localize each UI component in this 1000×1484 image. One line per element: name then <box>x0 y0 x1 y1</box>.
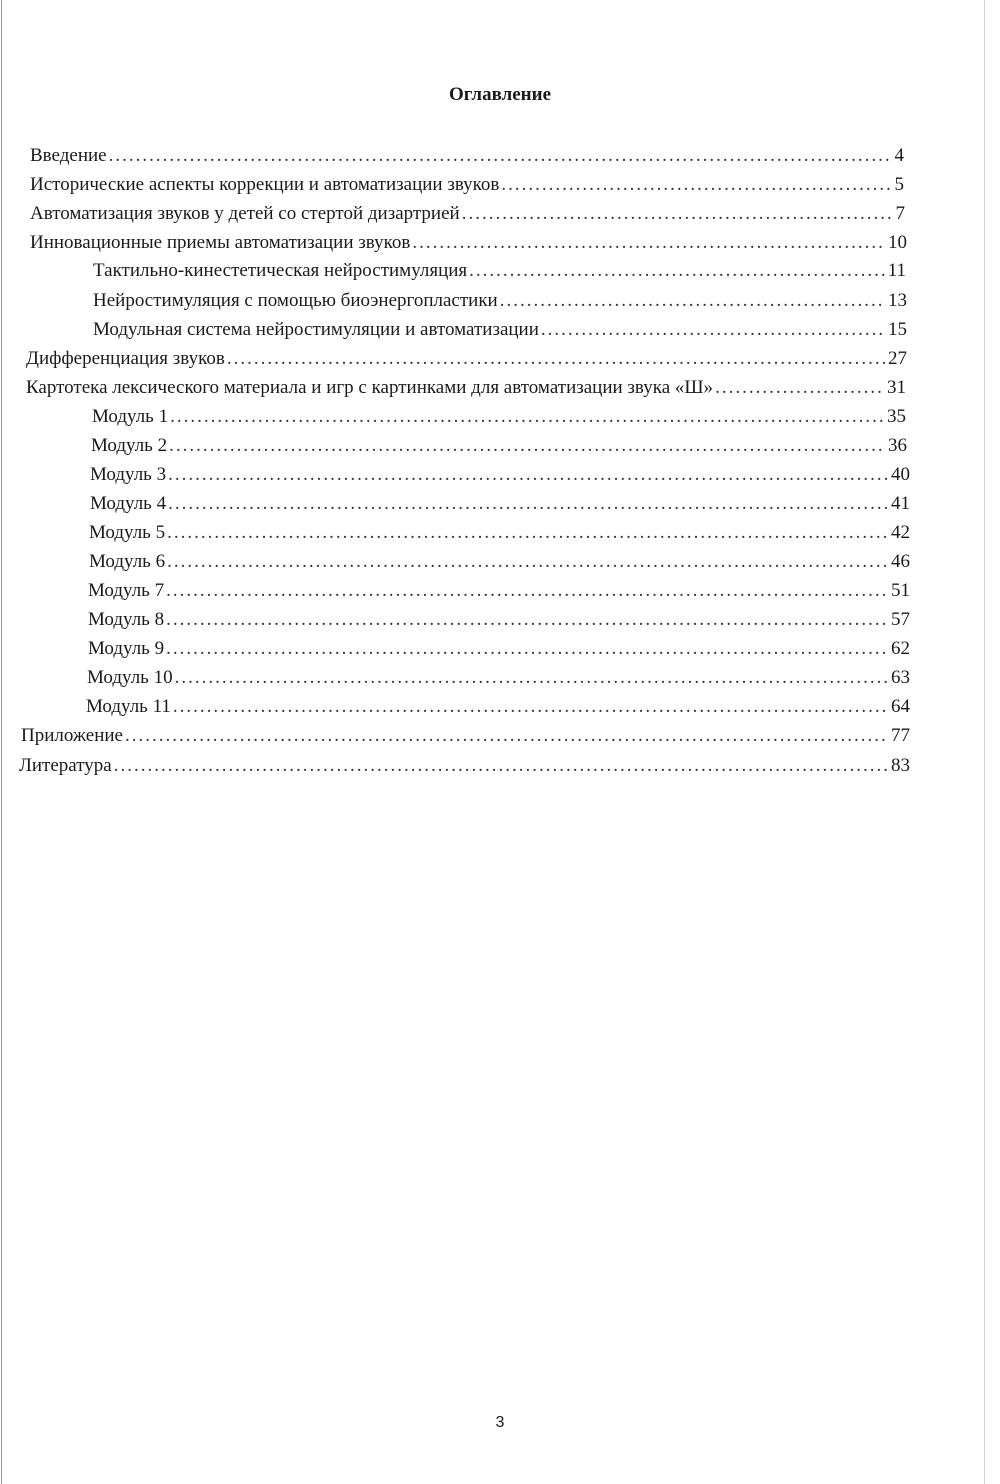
toc-entry-page: 41 <box>891 493 910 514</box>
dot-leader <box>167 549 889 575</box>
toc-entry[interactable] <box>30 201 905 227</box>
dot-leader <box>169 433 886 459</box>
toc-entry-page: 11 <box>887 260 906 281</box>
toc-entry-page: 83 <box>891 755 910 776</box>
toc-entry-page: 31 <box>887 377 906 398</box>
toc-entry-page: 4 <box>894 145 904 166</box>
scan-edge-right <box>984 0 985 1484</box>
toc-entry[interactable] <box>26 375 906 401</box>
dot-leader <box>501 172 892 198</box>
dot-leader <box>167 520 889 546</box>
dot-leader <box>109 143 893 169</box>
toc-entry[interactable] <box>88 578 910 604</box>
toc-entry-page: 13 <box>888 290 907 311</box>
toc-entry-page: 77 <box>891 725 910 746</box>
toc-entry-page: 7 <box>895 203 905 224</box>
toc-title: Оглавление <box>448 84 552 105</box>
toc-entry-label: Исторические аспекты коррекции и автоматизации звуков <box>30 174 500 195</box>
toc-entry-label: Приложение <box>21 725 123 746</box>
toc-entry[interactable] <box>30 172 904 198</box>
toc-entry[interactable] <box>93 317 907 343</box>
toc-entry-label: Модуль 5 <box>89 522 166 543</box>
toc-entry[interactable] <box>19 753 910 779</box>
dot-leader <box>412 230 886 256</box>
toc-entry-label: Инновационные приемы автоматизации звуков <box>30 232 411 253</box>
dot-leader <box>500 288 886 314</box>
toc-entry[interactable] <box>90 462 910 488</box>
dot-leader <box>166 636 889 662</box>
toc-entry[interactable] <box>93 258 906 284</box>
dot-leader <box>166 578 889 604</box>
toc-entry-page: 46 <box>891 551 910 572</box>
toc-entry-label: Модуль 10 <box>87 667 173 688</box>
toc-entry-label: Модульная система нейростимуляции и автоматизации <box>93 319 539 340</box>
toc-entry-label: Модуль 3 <box>90 464 167 485</box>
dot-leader <box>168 491 889 517</box>
dot-leader <box>168 462 889 488</box>
dot-leader <box>541 317 886 343</box>
dot-leader <box>462 201 894 227</box>
toc-entry-label: Модуль 6 <box>89 551 166 572</box>
toc-entry-page: 27 <box>888 348 907 369</box>
toc-entry-label: Тактильно-кинестетическая нейростимуляция <box>93 260 468 281</box>
toc-entry[interactable] <box>30 230 907 256</box>
toc-entry-page: 35 <box>887 406 906 427</box>
toc-entry-label: Модуль 4 <box>90 493 167 514</box>
dot-leader <box>114 753 889 779</box>
toc-entry-page: 10 <box>888 232 907 253</box>
toc-entry-page: 62 <box>891 638 910 659</box>
toc-entry-label: Модуль 8 <box>88 609 165 630</box>
toc-entry[interactable] <box>86 694 910 720</box>
toc-entry[interactable] <box>88 607 910 633</box>
scan-edge-left <box>1 0 2 1484</box>
toc-entry-page: 5 <box>894 174 904 195</box>
toc-entry-label: Литература <box>19 755 112 776</box>
toc-entry-label: Модуль 1 <box>92 406 169 427</box>
toc-entry[interactable] <box>87 665 910 691</box>
toc-entry-label: Модуль 11 <box>86 696 171 717</box>
toc-entry-label: Введение <box>30 145 107 166</box>
dot-leader <box>175 665 889 691</box>
toc-entry-label: Нейростимуляция с помощью биоэнергопластики <box>93 290 498 311</box>
toc-entry-page: 40 <box>891 464 910 485</box>
dot-leader <box>469 258 886 284</box>
page-number: 3 <box>495 1414 505 1431</box>
toc-entry[interactable] <box>89 549 910 575</box>
dot-leader <box>173 694 889 720</box>
toc-entry-page: 63 <box>891 667 910 688</box>
toc-entry-page: 42 <box>891 522 910 543</box>
dot-leader <box>125 723 889 749</box>
dot-leader <box>170 404 885 430</box>
toc-entry-label: Автоматизация звуков у детей со стертой дизартрией <box>30 203 460 224</box>
toc-entry-page: 57 <box>891 609 910 630</box>
toc-entry-label: Дифференциация звуков <box>26 348 225 369</box>
toc-entry[interactable] <box>30 143 904 169</box>
toc-entry[interactable] <box>21 723 910 749</box>
toc-entry-page: 36 <box>888 435 907 456</box>
dot-leader <box>715 375 885 401</box>
toc-entry[interactable] <box>26 346 907 372</box>
toc-entry[interactable] <box>89 520 910 546</box>
toc-entry[interactable] <box>92 404 906 430</box>
dot-leader <box>166 607 889 633</box>
toc-entry-page: 64 <box>891 696 910 717</box>
toc-entry-label: Модуль 2 <box>91 435 168 456</box>
toc-entry[interactable] <box>88 636 910 662</box>
toc-entry[interactable] <box>93 288 907 314</box>
dot-leader <box>227 346 886 372</box>
toc-entry-label: Картотека лексического материала и игр с картинками для автоматизации звука «Ш» <box>26 377 714 398</box>
toc-entry-label: Модуль 9 <box>88 638 165 659</box>
toc-entry-label: Модуль 7 <box>88 580 165 601</box>
toc-entry[interactable] <box>91 433 907 459</box>
toc-entry-page: 51 <box>891 580 910 601</box>
toc-entry[interactable] <box>90 491 910 517</box>
toc-entry-page: 15 <box>888 319 907 340</box>
